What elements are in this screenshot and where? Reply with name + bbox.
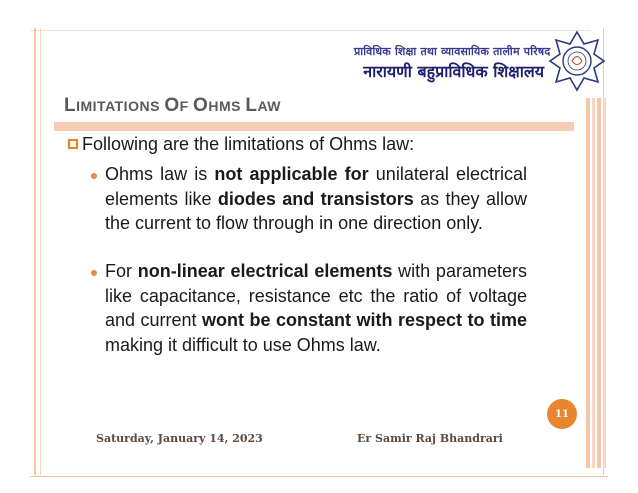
text-run: Ohms law is	[105, 164, 215, 184]
hollow-square-bullet-icon	[66, 137, 80, 151]
title-part: AW	[257, 98, 281, 114]
text-run: unilateral electrical elements like	[105, 164, 527, 209]
org-name-line2: नारायणी बहुप्राविधिक शिक्षालय	[363, 62, 544, 81]
bold-run: wont be constant with respect to time	[202, 310, 528, 330]
title-part: HMS	[208, 98, 246, 114]
text-run: with parameters like capacitance, resistance etc the ratio of voltage and current	[105, 261, 527, 330]
bullet-2-text	[105, 259, 527, 357]
footer-author: Er Samir Raj Bhandrari	[357, 432, 503, 445]
left-decor-line-thin	[40, 28, 41, 475]
lead-text: Following are the limitations of Ohms law:	[82, 134, 415, 154]
text-run: For	[105, 261, 138, 281]
text-run: as they allow the current to flow through in one direction only.	[105, 188, 527, 233]
org-name-line1: प्राविधिक शिक्षा तथा व्यावसायिक तालीम परिषद	[354, 45, 551, 58]
title-part: F	[179, 98, 194, 114]
bold-run: not applicable for	[214, 164, 369, 184]
bottom-decor-line	[30, 476, 608, 477]
bold-run: non-linear electrical elements	[137, 261, 393, 281]
bold-run: diodes and transistors	[217, 188, 414, 209]
bullet-dot-icon	[91, 173, 97, 179]
title-part: O	[193, 95, 209, 116]
title-part: O	[164, 95, 180, 116]
right-stripe-band	[586, 98, 608, 468]
title-part: IMITATIONS	[76, 98, 165, 114]
footer-date: Saturday, January 14, 2023	[96, 432, 263, 445]
bullet-1-text	[105, 162, 527, 236]
title-underline-bar	[54, 122, 574, 131]
bullet-dot-icon	[91, 270, 97, 276]
left-decor-line	[34, 28, 36, 475]
title-part: L	[245, 95, 258, 116]
emblem-icon	[548, 30, 606, 92]
slide-title	[64, 95, 281, 117]
page-number-badge: 11	[547, 399, 577, 429]
text-run: making it difficult to use Ohms law.	[105, 334, 381, 355]
title-part: L	[64, 95, 77, 116]
top-decor-line	[30, 30, 590, 31]
